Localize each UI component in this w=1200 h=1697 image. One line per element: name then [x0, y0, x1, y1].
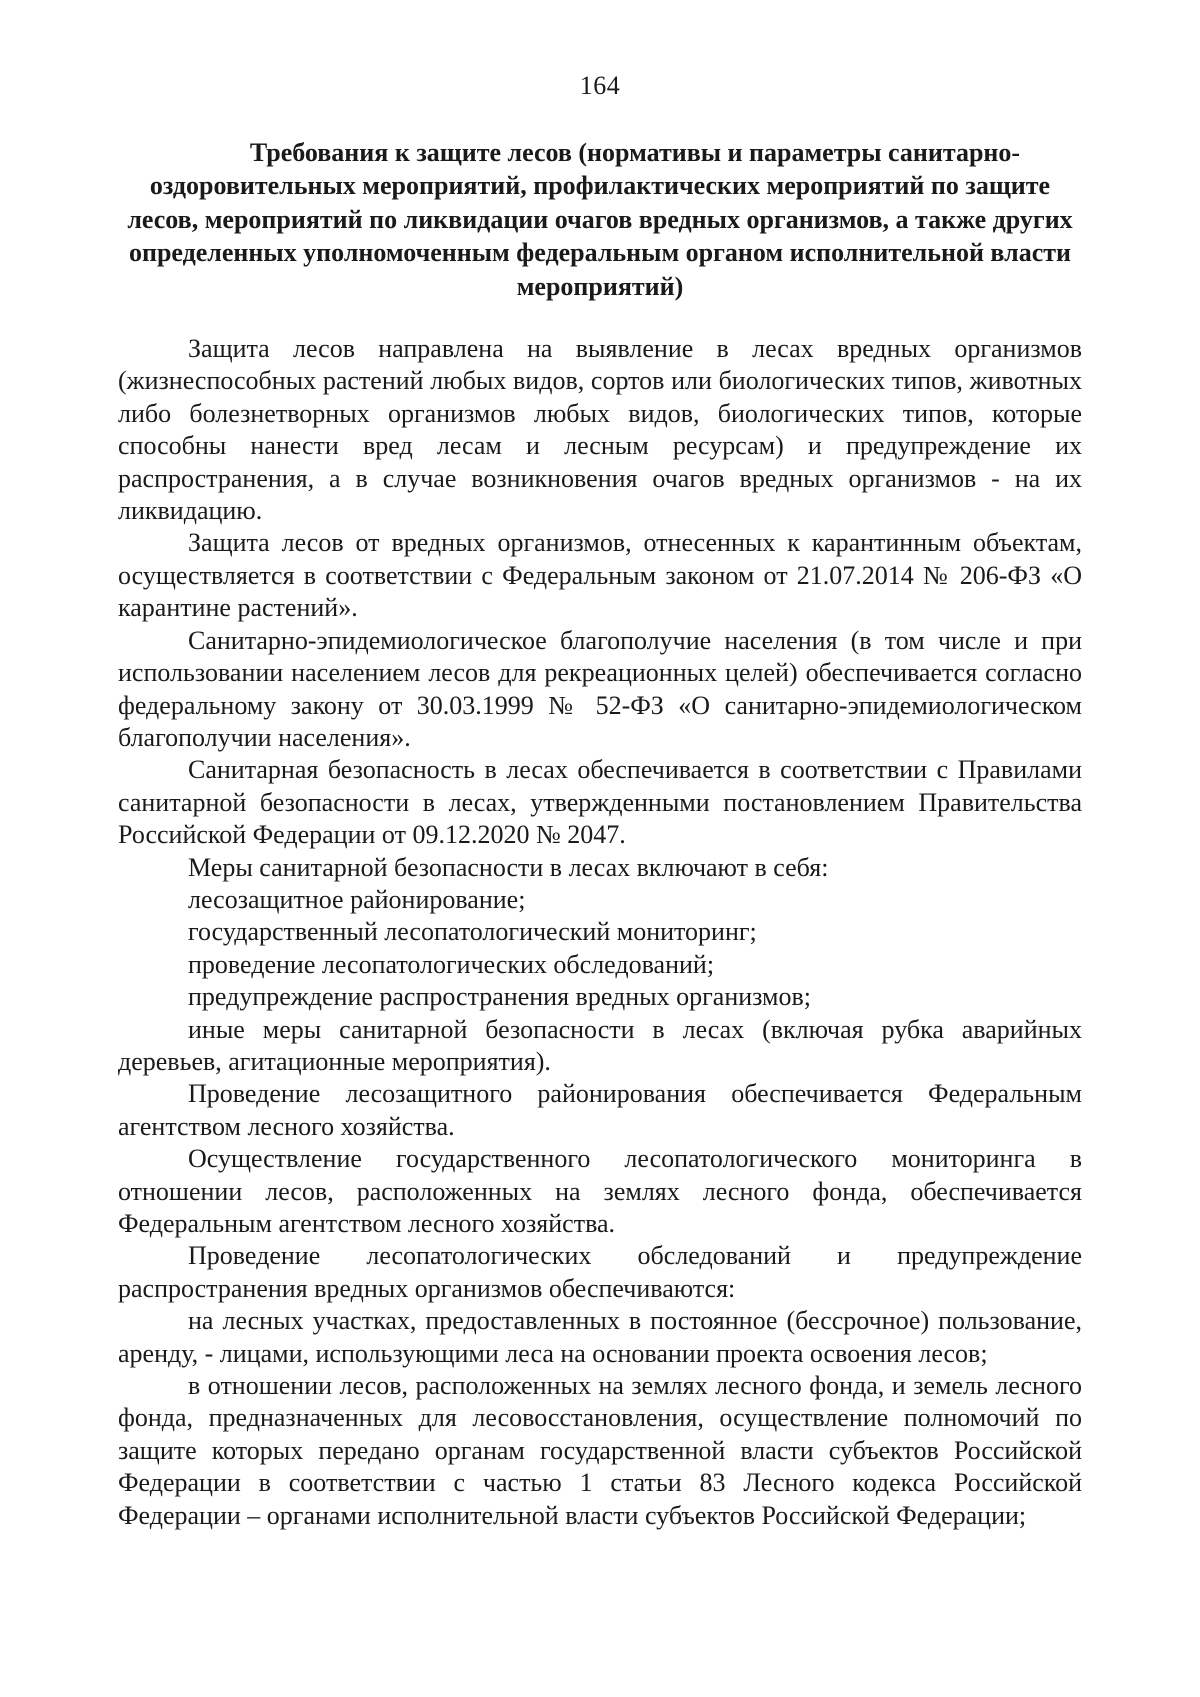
section-heading: Требования к защите лесов (нормативы и параметры санитарно-оздоровительных мероприятий, профилактических мероприятий по защите лесов, мероприятий по ликвидации очагов вредных организмов, а также других определенных уполномоченным федеральным органом исполнительной власти мероприятий): [127, 138, 1073, 301]
paragraph-sanitary-safety-rules: Санитарная безопасность в лесах обеспечивается в соответствии с Правилами санитарной безопасности в лесах, утвержденными постановлением Правительства Российской Федерации от 09.12.2020 № 2047.: [118, 755, 1082, 850]
paragraph-zoning-agency: Проведение лесозащитного районирования обеспечивается Федеральным агентством лесного хозяйства.: [118, 1079, 1082, 1141]
list-item-prevention: предупреждение распространения вредных организмов;: [188, 982, 812, 1012]
paragraph-leased-plots: на лесных участках, предоставленных в постоянное (бессрочное) пользование, аренду, - лицами, использующими леса на основании проекта освоения лесов;: [118, 1306, 1082, 1368]
list-item-zoning: лесозащитное районирование;: [188, 884, 526, 914]
paragraph-forest-fund-lands: в отношении лесов, расположенных на землях лесного фонда, и земель лесного фонда, предназначенных для лесовосстановления, осуществление полномочий по защите которых передано органам государственной власти субъектов Российской Федерации в соответствии с частью 1 статьи 83 Лесного кодекса Российской Федерации – органами исполнительной власти субъектов Российской Федерации;: [118, 1371, 1082, 1530]
list-item-monitoring: государственный лесопатологический мониторинг;: [188, 917, 757, 947]
paragraph-quarantine: Защита лесов от вредных организмов, отнесенных к карантинным объектам, осуществляется в соответствии с Федеральным законом от 21.07.2014 № 206-ФЗ «О карантине растений».: [118, 528, 1082, 623]
paragraph-forest-protection-purpose: Защита лесов направлена на выявление в лесах вредных организмов (жизнеспособных растений любых видов, сортов или биологических типов, животных либо болезнетворных организмов любых видов, биологических типов, которые способны нанести вред лесам и лесным ресурсам) и предупреждение их распространения, а в случае возникновения очагов вредных организмов - на их ликвидацию.: [118, 334, 1082, 526]
list-item-surveys: проведение лесопатологических обследований;: [188, 949, 715, 979]
paragraph-monitoring-agency: Осуществление государственного лесопатологического мониторинга в отношении лесов, расположенных на землях лесного фонда, обеспечивается Федеральным агентством лесного хозяйства.: [118, 1144, 1082, 1238]
body-text: [118, 333, 1082, 1532]
paragraph-measures-intro: Меры санитарной безопасности в лесах включают в себя:: [188, 852, 829, 882]
page-number: 164: [579, 71, 621, 100]
paragraph-surveys-responsibility: Проведение лесопатологических обследований и предупреждение распространения вредных организмов обеспечиваются:: [118, 1241, 1082, 1303]
list-item-other-measures: иные меры санитарной безопасности в лесах (включая рубка аварийных деревьев, агитационные мероприятия).: [118, 1014, 1082, 1076]
paragraph-sanitary-epidemiological: Санитарно-эпидемиологическое благополучие населения (в том числе и при использовании населением лесов для рекреационных целей) обеспечивается согласно федеральному закону от 30.03.1999 № 52-ФЗ «О санитарно-эпидемиологическом благополучии населения».: [118, 625, 1082, 752]
